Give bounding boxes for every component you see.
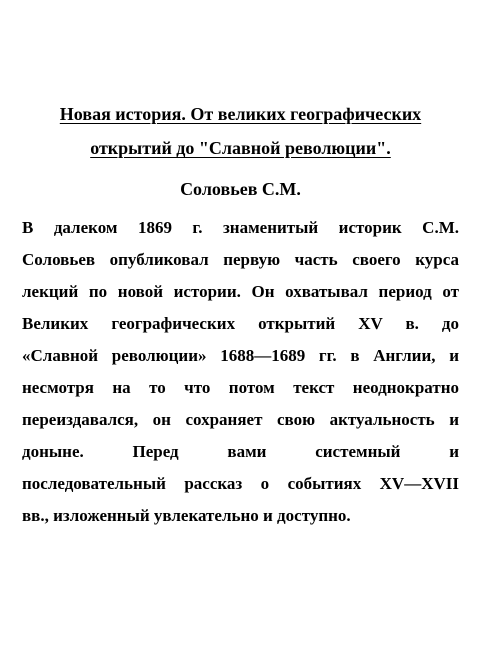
body-line: переиздавался, он сохраняет свою актуальность и bbox=[22, 410, 459, 429]
body-line: «Славной революции» 1688—1689 гг. в Англии, и bbox=[22, 346, 459, 365]
document-page bbox=[22, 97, 459, 532]
body-line: доныне. Перед вами системный и bbox=[22, 442, 459, 461]
document-author: Соловьев С.М. bbox=[180, 179, 301, 199]
document-body bbox=[22, 212, 459, 532]
body-line: В далеком 1869 г. знаменитый историк С.М. bbox=[22, 218, 459, 237]
title-line: Новая история. От великих географических bbox=[59, 104, 422, 124]
body-line: вв., изложенный увлекательно и доступно. bbox=[22, 506, 351, 525]
body-line: несмотря на то что потом текст неоднократно bbox=[22, 378, 459, 397]
title-line: открытий до "Славной революции". bbox=[90, 138, 391, 158]
body-line: Великих географических открытий XV в. до bbox=[22, 314, 459, 333]
document-title bbox=[22, 97, 459, 165]
body-line: последовательный рассказ о событиях XV—XVII bbox=[22, 474, 459, 493]
body-line: Соловьев опубликовал первую часть своего курса bbox=[22, 250, 459, 269]
body-line: лекций по новой истории. Он охватывал период от bbox=[22, 282, 459, 301]
